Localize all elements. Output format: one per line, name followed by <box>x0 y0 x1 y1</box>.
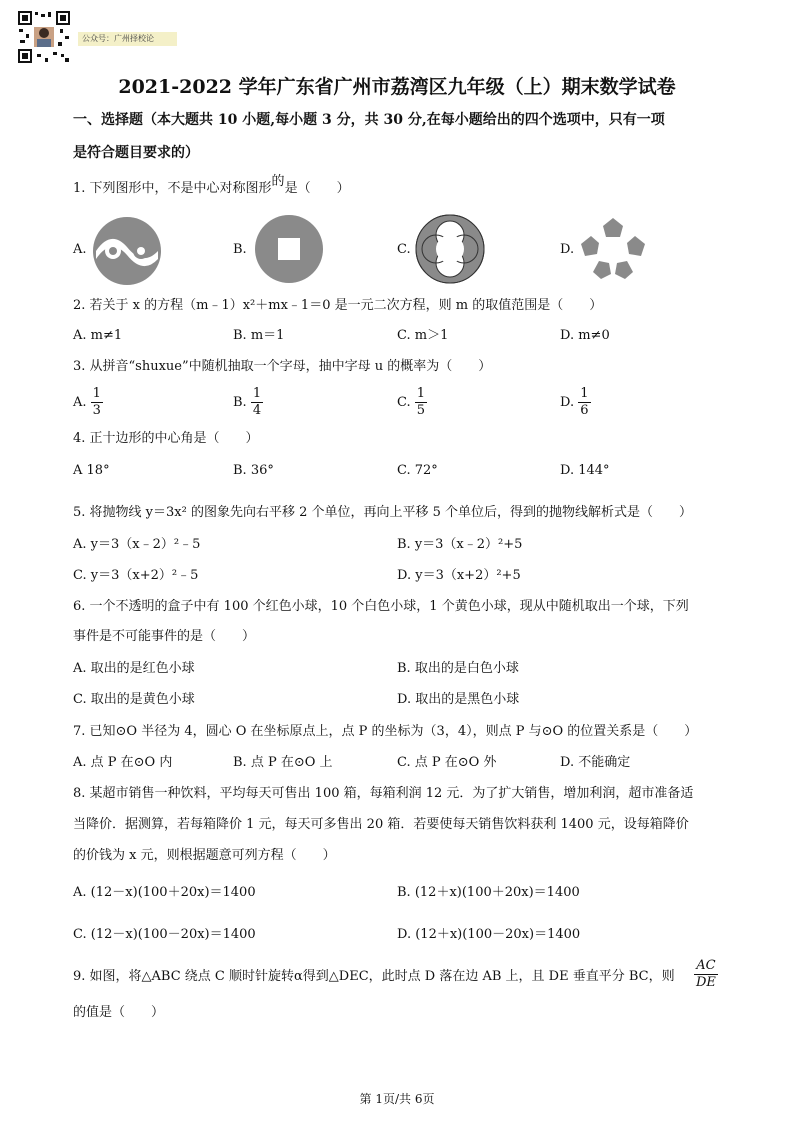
q8-option-d: D. (12＋x)(100－20x)＝1400 <box>397 927 581 942</box>
q7-option-b: B. 点 P 在⊙O 上 <box>233 755 333 770</box>
q3-option-c: C. $\frac{1}{5}$ <box>397 386 426 418</box>
q6-option-d: D. 取出的是黑色小球 <box>397 692 520 707</box>
q3-option-d: D. $\frac{1}{6}$ <box>560 386 589 418</box>
q1-option-d-label: D. <box>560 242 575 257</box>
q4-option-b: B. 36° <box>233 463 274 478</box>
q7-option-d: D. 不能确定 <box>560 755 631 770</box>
q3-option-a: A. $\frac{1}{3}$ <box>73 386 101 418</box>
q7-option-c: C. 点 P 在⊙O 外 <box>397 755 497 770</box>
q2-stem: 2. 若关于 x 的方程（m﹣1）x²＋mx﹣1＝0 是一元二次方程，则 m 的取值范围是（ ） <box>73 298 603 313</box>
q6-stem-line1: 6. 一个不透明的盒子中有 100 个红色小球，10 个白色小球，1 个黄色小球，现从中随机取出一个球，下列 <box>73 599 689 614</box>
q1-figure-b-coin-shape <box>254 214 324 284</box>
q8-option-a: A. (12－x)(100＋20x)＝1400 <box>73 885 256 900</box>
q6-option-a: A. 取出的是红色小球 <box>73 661 195 676</box>
q6-option-b: B. 取出的是白色小球 <box>397 661 519 676</box>
qr-code <box>17 10 71 64</box>
q2-option-c: C. m＞1 <box>397 328 449 343</box>
section-header-line2: 是符合题目要求的） <box>73 145 199 161</box>
section-header-line1: 一、选择题（本大题共 10 小题,每小题 3 分，共 30 分,在每小题给出的四个选项中，只有一项 <box>73 112 665 128</box>
q5-option-c: C. y＝3（x+2）²﹣5 <box>73 568 199 583</box>
q5-option-d: D. y＝3（x+2）²+5 <box>397 568 521 583</box>
q8-stem-line1: 8. 某超市销售一种饮料，平均每天可售出 100 箱，每箱利润 12 元．为了扩大销售，增加利润，超市准备适 <box>73 786 694 801</box>
wechat-label: 公众号：广州择校论 <box>78 32 177 46</box>
q7-stem: 7. 已知⊙O 半径为 4，圆心 O 在坐标原点上，点 P 的坐标为（3，4），则点 P 与⊙O 的位置关系是（ ） <box>73 724 698 739</box>
q1-figure-c-four-petal-shape <box>414 213 486 285</box>
q1-option-b-label: B. <box>233 242 247 257</box>
q4-option-a: A 18° <box>73 463 110 478</box>
q1-figure-d-pentagon-ring-shape <box>577 216 649 280</box>
page-number: 第 1页/共 6页 <box>359 1092 435 1106</box>
q1-option-a-label: A. <box>73 242 87 257</box>
q2-option-b: B. m＝1 <box>233 328 285 343</box>
q7-option-a: A. 点 P 在⊙O 内 <box>73 755 173 770</box>
q8-stem-line3: 的价钱为 x 元，则根据题意可列方程（ ） <box>73 848 336 863</box>
page-title: 2021-2022 学年广东省广州市荔湾区九年级（上）期末数学试卷 <box>118 76 676 98</box>
q3-option-b: B. $\frac{1}{4}$ <box>233 386 262 418</box>
q9-stem: 9. 如图，将△ABC 绕点 C 顺时针旋转α得到△DEC，此时点 D 落在边 AB 上，且 DE 垂直平分 BC，则 <box>73 969 675 984</box>
q8-stem-line2: 当降价．据测算，若每箱降价 1 元，每天可多售出 20 箱．若要使每天销售饮料获利 1400 元，设每箱降价 <box>73 817 689 832</box>
q5-option-a: A. y＝3（x﹣2）²﹣5 <box>73 537 201 552</box>
q1-option-c-label: C. <box>397 242 411 257</box>
q9-fraction: $\frac{AC}{DE}$ <box>696 958 716 990</box>
q1-figure-a-yin-yang-shape <box>91 215 163 287</box>
q3-fraction-b: $\frac{1}{4}$ <box>252 386 262 418</box>
q3-fraction-a: $\frac{1}{3}$ <box>92 386 101 418</box>
q5-option-b: B. y＝3（x﹣2）²+5 <box>397 537 523 552</box>
q9-stem-line2: 的值是（ ） <box>73 1005 165 1020</box>
q3-fraction-c: $\frac{1}{5}$ <box>416 386 426 418</box>
q8-option-b: B. (12＋x)(100＋20x)＝1400 <box>397 885 580 900</box>
q5-stem: 5. 将抛物线 y＝3x² 的图象先向右平移 2 个单位，再向上平移 5 个单位后，得到的抛物线解析式是（ ） <box>73 505 693 520</box>
q3-fraction-d: $\frac{1}{6}$ <box>580 386 589 418</box>
q2-option-d: D. m≠0 <box>560 328 610 343</box>
q3-stem: 3. 从拼音“shuxue”中随机抽取一个字母，抽中字母 u 的概率为（ ） <box>73 359 492 374</box>
q8-option-c: C. (12－x)(100－20x)＝1400 <box>73 927 256 942</box>
q4-option-c: C. 72° <box>397 463 438 478</box>
q6-option-c: C. 取出的是黄色小球 <box>73 692 195 707</box>
q4-stem: 4. 正十边形的中心角是（ ） <box>73 431 259 446</box>
q2-option-a: A. m≠1 <box>73 328 123 343</box>
q1-stem: 1. 下列图形中，不是中心对称图形的是（ ） <box>73 174 350 196</box>
q4-option-d: D. 144° <box>560 463 610 478</box>
q6-stem-line2: 事件是不可能事件的是（ ） <box>73 629 256 644</box>
